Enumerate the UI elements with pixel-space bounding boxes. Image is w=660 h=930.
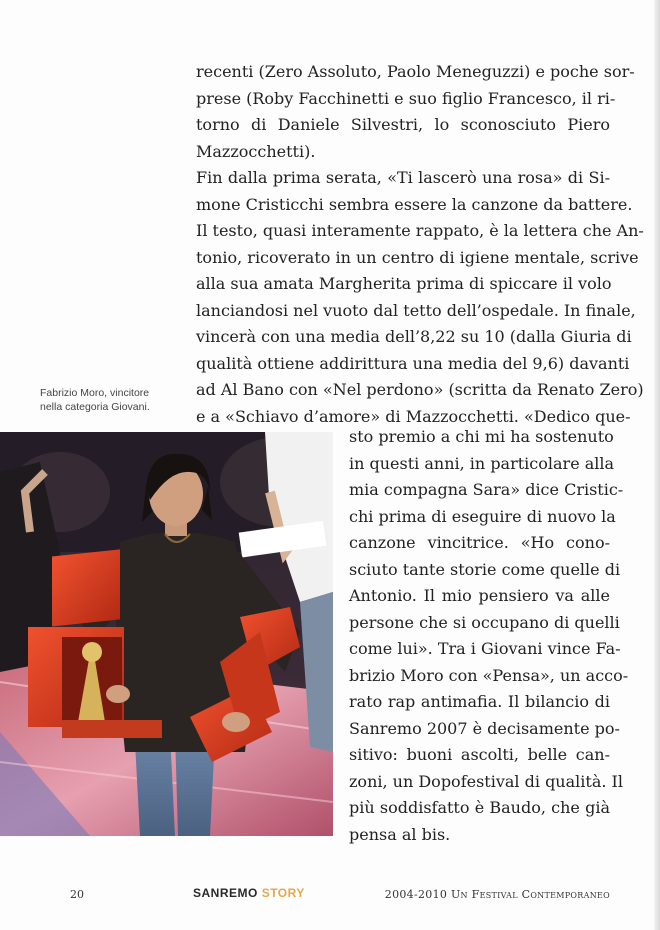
text-line: come lui». Tra i Giovani vince Fa-	[349, 639, 621, 658]
text-line: pensa al bis.	[349, 824, 451, 844]
text-line: sto premio a chi mi ha sostenuto	[349, 427, 614, 446]
text-line: canzone vincitrice. «Ho cono-	[349, 533, 610, 552]
running-title: 2004-2010 Un Festival Contemporaneo	[384, 888, 610, 901]
text-line: Sanremo 2007 è decisamente po-	[349, 718, 620, 738]
text-line: più soddisfatto è Baudo, che già	[349, 798, 610, 817]
article-text-main	[196, 59, 644, 430]
text-line: in questi anni, in particolare alla	[349, 453, 615, 473]
text-line: chi prima di eseguire di nuovo la	[349, 506, 616, 526]
article-text-wrap	[349, 424, 629, 848]
text-line: Mazzocchetti).	[196, 141, 316, 161]
text-line: mia compagna Sara» dice Cristic-	[349, 480, 624, 499]
photo-caption	[40, 386, 180, 414]
text-line: prese (Roby Facchinetti e suo figlio Francesco, il ri-	[196, 88, 616, 108]
text-line: alla sua amata Margherita prima di spiccare il volo	[196, 274, 612, 293]
photo-fabrizio-moro	[0, 432, 333, 836]
text-line: rato rap antimafia. Il bilancio di	[349, 692, 610, 711]
text-line: e a «Schiavo d’amore» di Mazzocchetti. «Dedico que-	[196, 406, 631, 426]
text-line: Fin dalla prima serata, «Ti lascerò una rosa» di Si-	[196, 168, 610, 187]
text-line: sitivo: buoni ascolti, belle can-	[349, 745, 610, 764]
text-line: torno di Daniele Silvestri, lo sconosciuto Piero	[196, 115, 610, 134]
photo-illustration	[0, 432, 333, 836]
text-line: brizio Moro con «Pensa», un acco-	[349, 665, 629, 685]
page-edge-shadow	[654, 0, 660, 930]
brand-logo	[193, 886, 305, 900]
text-line: zoni, un Dopofestival di qualità. Il	[349, 771, 623, 791]
text-line: persone che si occupano di quelli	[349, 612, 620, 632]
text-line: recenti (Zero Assoluto, Paolo Meneguzzi) e poche sor-	[196, 62, 635, 81]
text-line: vincerà con una media dell’8,22 su 10 (dalla Giuria di	[196, 327, 632, 346]
brand-part-1: SANREMO	[193, 886, 258, 900]
text-line: ad Al Bano con «Nel perdono» (scritta da Renato Zero)	[196, 380, 644, 399]
text-line: sciuto tante storie come quelle di	[349, 559, 621, 579]
text-line: mone Cristicchi sembra essere la canzone da battere.	[196, 194, 633, 214]
brand-part-2: STORY	[261, 886, 305, 900]
text-line: tonio, ricoverato in un centro di igiene mentale, scrive	[196, 247, 639, 267]
text-line: Antonio. Il mio pensiero va alle	[349, 586, 610, 605]
text-line: lanciandosi nel vuoto dal tetto dell’ospedale. In finale,	[196, 300, 636, 320]
caption-line-2: nella categoria Giovani.	[40, 401, 150, 413]
text-line: qualità ottiene addirittura una media del 9,6) davanti	[196, 353, 630, 373]
caption-line-1: Fabrizio Moro, vincitore	[40, 387, 150, 399]
page-number: 20	[70, 888, 84, 901]
text-line: Il testo, quasi interamente rappato, è la lettera che An-	[196, 221, 644, 240]
